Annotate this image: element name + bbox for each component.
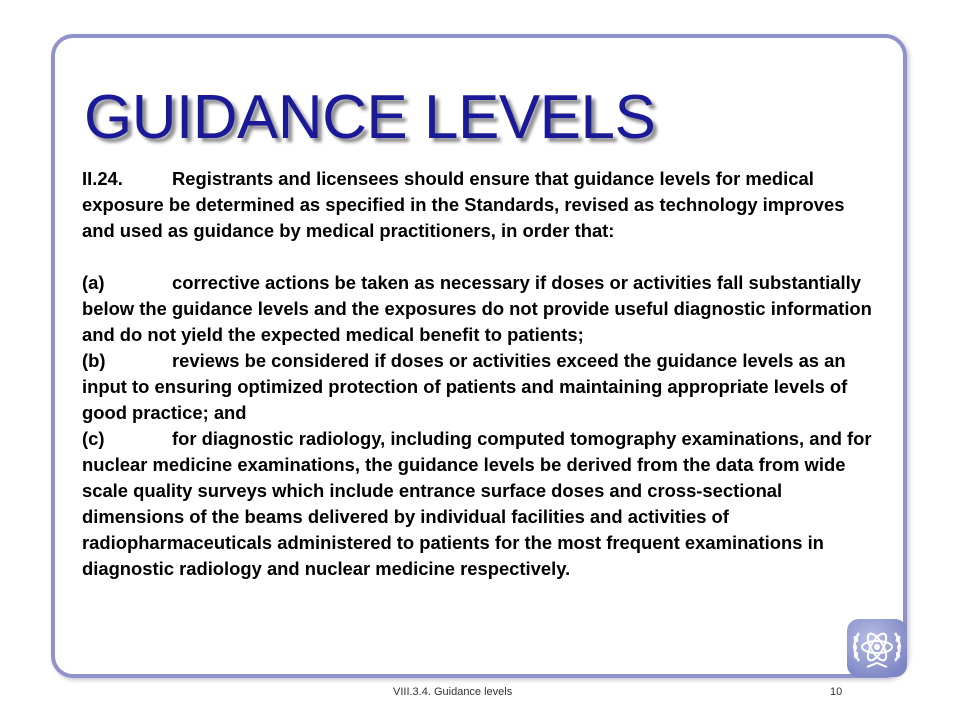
paragraph-tag: (b) — [82, 350, 106, 371]
slide-title: GUIDANCE LEVELS — [84, 83, 656, 152]
paragraph-tag: (c) — [82, 428, 105, 449]
paragraph-ii24 — [82, 166, 882, 244]
paragraph-b — [82, 348, 882, 426]
paragraph-tag: (a) — [82, 272, 105, 293]
paragraph-text: reviews be considered if doses or activities exceed the guidance levels as an input to ensuring optimized protection of patients and maintaining appropriate levels of good practice; and — [82, 350, 848, 423]
paragraph-spacer — [82, 244, 882, 270]
footer-section-label: VIII.3.4. Guidance levels — [393, 686, 513, 698]
slide-body — [82, 166, 882, 582]
paragraph-a — [82, 270, 882, 348]
paragraph-c — [82, 426, 882, 582]
paragraph-tag: II.24. — [82, 168, 123, 189]
atom-emblem-icon — [845, 617, 909, 679]
paragraph-text: Registrants and licensees should ensure that guidance levels for medical exposure be determined as specified in the Standards, revised as technology improves and used as guidance by medical practitioners, in order that: — [82, 168, 845, 241]
paragraph-text: for diagnostic radiology, including computed tomography examinations, and for nuclear medicine examinations, the guidance levels be derived from the data from wide scale quality surveys which include entrance surface doses and cross-sectional dimensions of the beams delivered by individual facilities and activities of radiopharmaceuticals administered to patients for the most frequent examinations in diagnostic radiology and nuclear medicine respectively. — [82, 428, 872, 579]
paragraph-text: corrective actions be taken as necessary if doses or activities fall substantially below the guidance levels and the exposures do not provide useful diagnostic information and do not yield the expected medical benefit to patients; — [82, 272, 872, 345]
footer-page-number: 10 — [830, 686, 843, 698]
